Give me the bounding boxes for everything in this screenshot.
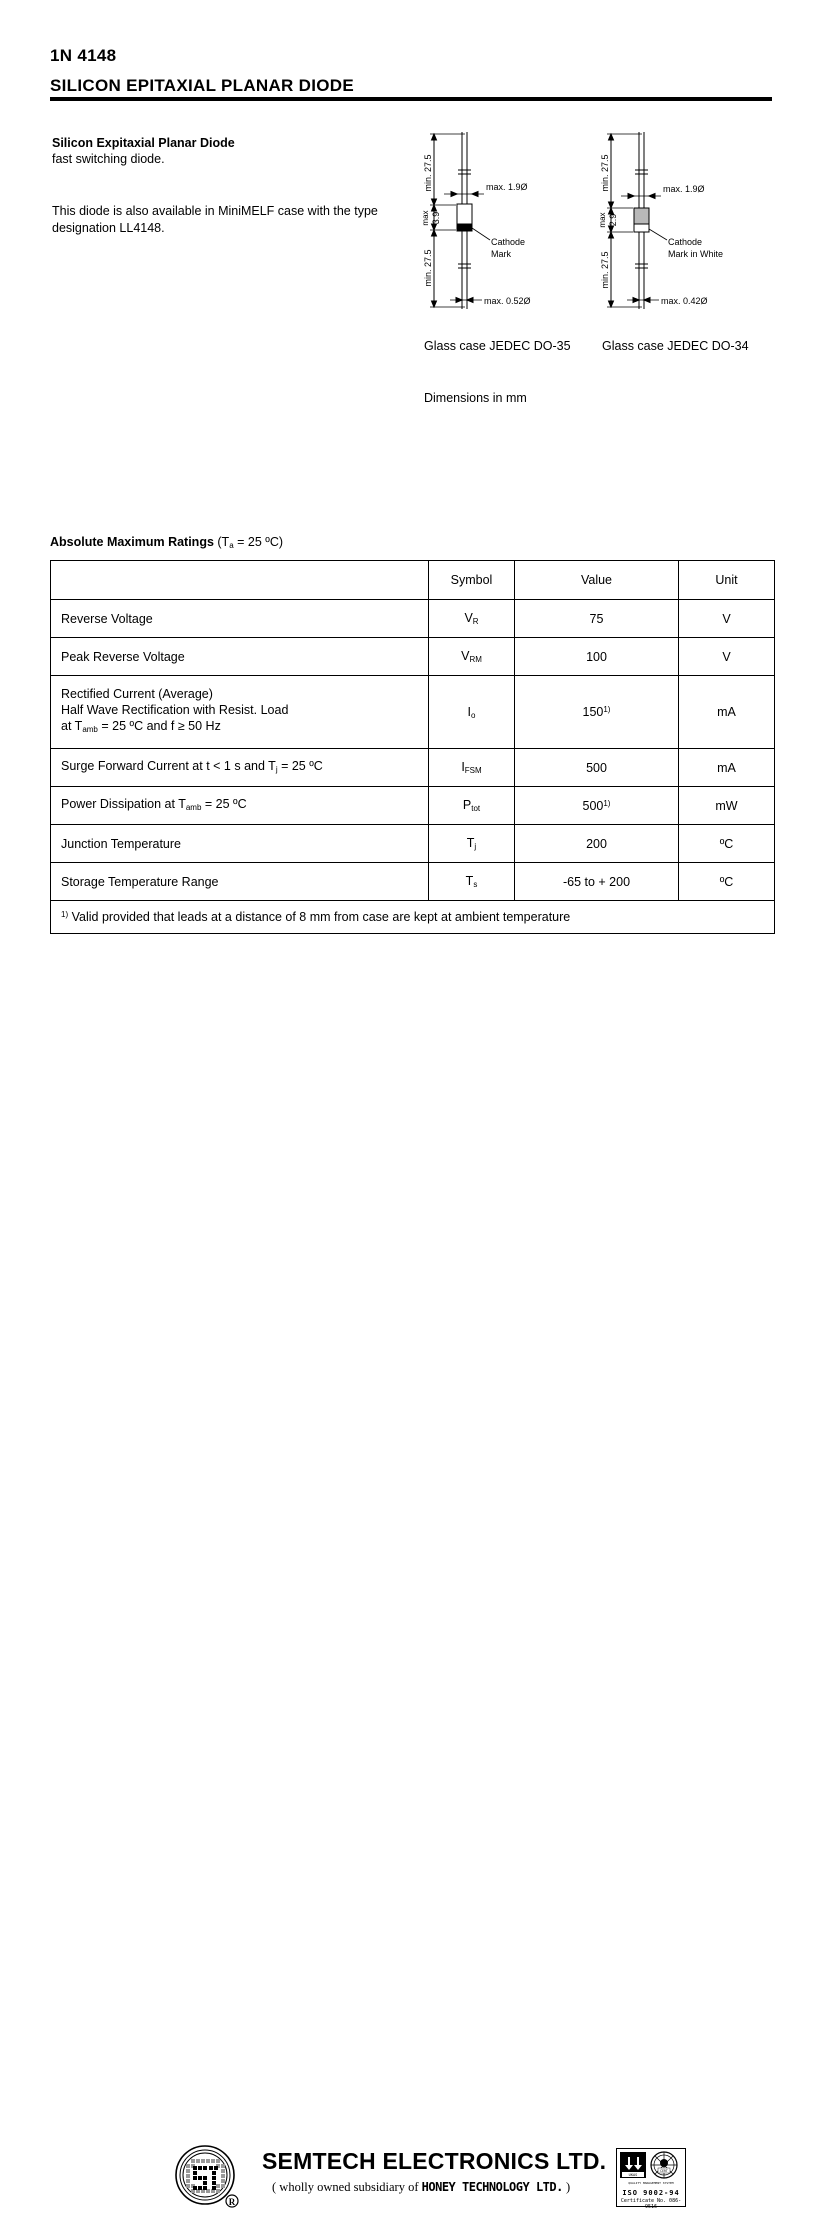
value-main: 500 <box>586 760 607 775</box>
symbol-sub: FSM <box>464 766 482 775</box>
row-unit: mA <box>679 749 775 787</box>
table-header-row <box>51 561 775 600</box>
symbol-main: T <box>465 874 474 888</box>
row-param-line2: Half Wave Rectification with Resist. Load <box>61 703 289 717</box>
subsidiary-note <box>272 2180 570 2195</box>
registered-mark: R <box>228 2197 236 2207</box>
do34-lead-top-label: min. 27.5 <box>600 154 610 192</box>
ratings-cond-post: = 25 ºC) <box>233 535 284 549</box>
do34-svg <box>597 128 777 313</box>
footnote-text: Valid provided that leads at a distance of 8 mm from case are kept at ambient temperature <box>68 910 571 924</box>
row-value <box>515 825 679 863</box>
row-symbol <box>429 749 515 787</box>
value-main: 75 <box>589 611 604 626</box>
do35-body-dia-label: max. 1.9Ø <box>486 182 528 192</box>
row-param-a: Surge Forward Current at t < 1 s and T <box>61 758 276 773</box>
symbol-sub: RM <box>469 655 482 664</box>
value-main: 200 <box>586 836 607 851</box>
iso-standard-label: ISO 9002-94 <box>622 2189 680 2197</box>
row-param: Storage Temperature Range <box>51 863 429 901</box>
row-param <box>51 749 429 787</box>
table-row <box>51 863 775 901</box>
row-param-line3-a: at T <box>61 719 83 733</box>
row-param-a: Power Dissipation at T <box>61 796 186 811</box>
symbol-main: I <box>461 760 465 774</box>
header-value: Value <box>515 561 679 600</box>
row-param-line3 <box>61 718 428 738</box>
do35-lead-bottom-label: min. 27.5 <box>423 249 433 287</box>
do34-body-len-prefix: max <box>598 212 607 228</box>
caption-do34: Glass case JEDEC DO-34 <box>602 339 749 353</box>
symbol-sub: j <box>474 842 477 851</box>
header-symbol: Symbol <box>429 561 515 600</box>
table-row <box>51 638 775 676</box>
row-symbol <box>429 825 515 863</box>
footnote-cell <box>51 901 775 934</box>
footnote-marker: 1) <box>61 910 69 919</box>
value-main: 100 <box>586 649 607 664</box>
row-unit: mA <box>679 676 775 749</box>
ukas-label: UKAS <box>628 2173 638 2178</box>
package-drawing-do35 <box>420 128 600 313</box>
row-unit: mW <box>679 787 775 825</box>
table-row <box>51 787 775 825</box>
row-unit: ºC <box>679 825 775 863</box>
minimelf-note-line1: This diode is also available in MiniMELF case with the type <box>52 204 378 218</box>
do35-cathode-mark-line1: Cathode <box>491 237 526 247</box>
header-divider <box>50 97 772 101</box>
row-param <box>51 676 429 749</box>
row-unit: V <box>679 638 775 676</box>
parent-company-name: HONEY TECHNOLOGY LTD. <box>421 2180 563 2194</box>
table-row <box>51 825 775 863</box>
do34-body-dia-label: max. 1.9Ø <box>663 184 705 194</box>
do34-body-len-label: 2.9 <box>608 213 618 227</box>
row-unit: ºC <box>679 863 775 901</box>
minimelf-note-line2: designation LL4148. <box>52 221 165 235</box>
row-param-line3-sub: amb <box>82 725 98 734</box>
do35-svg <box>420 128 600 313</box>
semtech-logo-svg <box>172 2144 244 2210</box>
symbol-sub: tot <box>471 804 481 813</box>
iso-certification-block <box>616 2148 686 2210</box>
company-name: SEMTECH ELECTRONICS LTD. <box>262 2148 607 2174</box>
do35-body-len-prefix: max <box>421 210 430 226</box>
row-symbol <box>429 638 515 676</box>
minimelf-note <box>52 203 412 237</box>
value-main: -65 to + 200 <box>562 874 631 889</box>
symbol-sub: R <box>472 617 479 626</box>
row-param-line1: Rectified Current (Average) <box>61 687 213 701</box>
do34-lead-bottom-label: min. 27.5 <box>600 251 610 289</box>
row-unit: V <box>679 600 775 638</box>
header-unit: Unit <box>679 561 775 600</box>
row-value <box>515 638 679 676</box>
table-row <box>51 749 775 787</box>
ratings-cond-sub: a <box>229 541 234 550</box>
do34-lead-dia-label: max. 0.42Ø <box>661 296 708 306</box>
ratings-heading-text: Absolute Maximum Ratings <box>50 535 214 549</box>
symbol-main: I <box>467 704 472 719</box>
row-symbol <box>429 676 515 749</box>
iso-certificate-number: Certificate No. 086-9516 <box>620 2198 682 2210</box>
row-param-b: = 25 ºC <box>201 796 247 811</box>
row-symbol <box>429 863 515 901</box>
dimensions-note: Dimensions in mm <box>424 391 527 405</box>
row-param-b: = 25 ºC <box>277 758 323 773</box>
document-subtitle: SILICON EPITAXIAL PLANAR DIODE <box>50 76 355 95</box>
description-line2: fast switching diode. <box>52 152 165 166</box>
do35-lead-top-label: min. 27.5 <box>423 154 433 192</box>
row-param-sub: j <box>275 764 278 774</box>
iso-marks-svg <box>617 2149 685 2189</box>
row-param <box>51 787 429 825</box>
do35-cathode-mark-line2: Mark <box>491 249 511 259</box>
value-sup: 1) <box>603 798 611 808</box>
caption-do35: Glass case JEDEC DO-35 <box>424 339 571 353</box>
row-param: Reverse Voltage <box>51 600 429 638</box>
row-value <box>515 787 679 825</box>
subsidiary-post: ) <box>562 2180 571 2194</box>
do34-cathode-mark-line1: Cathode <box>668 237 703 247</box>
ratings-heading <box>50 535 283 550</box>
page-footer <box>0 1068 826 2210</box>
row-value <box>515 676 679 749</box>
row-param: Junction Temperature <box>51 825 429 863</box>
row-param: Peak Reverse Voltage <box>51 638 429 676</box>
description-block <box>52 135 412 167</box>
row-symbol <box>429 787 515 825</box>
row-symbol <box>429 600 515 638</box>
quality-system-label: QUALITY MANAGEMENT SYSTEM <box>628 2181 674 2185</box>
do34-cathode-mark-line2: Mark in White <box>668 249 724 259</box>
table-row <box>51 676 775 749</box>
symbol-sub: s <box>473 880 478 889</box>
page-title: 1N 4148 <box>50 46 117 65</box>
value-sup: 1) <box>603 705 611 714</box>
description-heading: Silicon Expitaxial Planar Diode <box>52 136 235 150</box>
value-main: 500 <box>582 798 604 813</box>
row-value <box>515 600 679 638</box>
symbol-main: P <box>462 798 472 812</box>
do35-body-len-label: 3.9 <box>431 211 441 225</box>
symbol-sub: o <box>471 710 476 720</box>
absolute-maximum-ratings-table <box>50 560 775 934</box>
symbol-main: V <box>461 649 470 663</box>
header-param <box>51 561 429 600</box>
cert-body-label: CERT <box>660 2169 668 2173</box>
symbol-main: V <box>464 611 473 625</box>
row-value <box>515 749 679 787</box>
ratings-cond-pre: (T <box>213 535 230 549</box>
row-value <box>515 863 679 901</box>
package-drawing-do34 <box>597 128 777 313</box>
value-main: 150 <box>582 705 604 719</box>
semtech-logo <box>172 2144 244 2215</box>
row-param-line3-b: = 25 ºC and f ≥ 50 Hz <box>97 719 221 733</box>
subsidiary-pre: ( wholly owned subsidiary of <box>272 2180 422 2194</box>
symbol-main: T <box>466 836 475 850</box>
do35-lead-dia-label: max. 0.52Ø <box>484 296 531 306</box>
table-footnote-row <box>51 901 775 934</box>
table-row <box>51 600 775 638</box>
row-param-sub: amb <box>185 802 202 812</box>
